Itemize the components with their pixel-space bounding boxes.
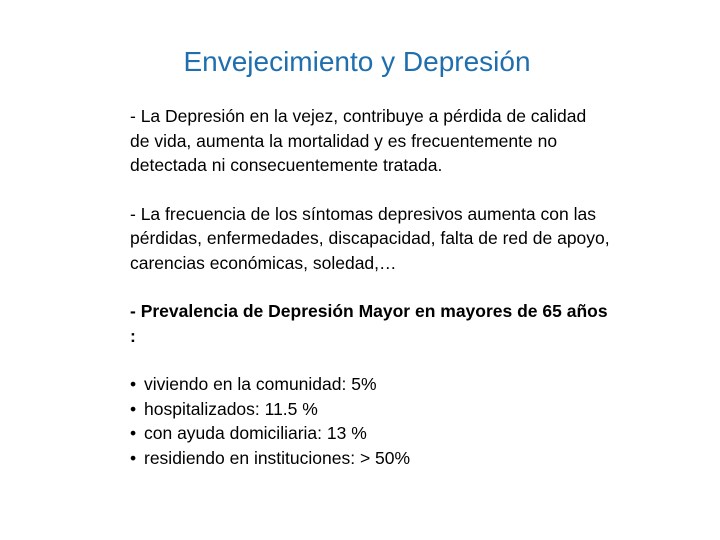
prevalence-list xyxy=(130,372,610,470)
list-item-text: hospitalizados: 11.5 % xyxy=(144,398,318,419)
list-item-text: viviendo en la comunidad: 5% xyxy=(144,374,377,394)
paragraph-depression-impact: - La Depresión en la vejez, contribuye a pérdida de calidad de vida, aumenta la mortalidad y es frecuentemente no detectada ni consecuentemente tratada. xyxy=(130,106,587,175)
paragraph-symptom-frequency: - La frecuencia de los síntomas depresivos aumenta con las pérdidas, enfermedades, discapacidad, falta de red de apoyo, carencias económicas, soledad,… xyxy=(130,203,610,273)
prevalence-heading: - Prevalencia de Depresión Mayor en mayores de 65 años : xyxy=(130,301,608,346)
slide-body xyxy=(130,104,610,470)
slide-title: Envejecimiento y Depresión xyxy=(183,46,531,77)
bullet-icon: • xyxy=(130,398,137,419)
list-item xyxy=(130,397,610,422)
list-item-text: con ayuda domiciliaria: 13 % xyxy=(144,423,367,443)
list-item-text: residiendo en instituciones: > 50% xyxy=(144,447,411,468)
list-item xyxy=(130,446,610,471)
bullet-icon: • xyxy=(130,423,137,443)
bullet-icon: • xyxy=(130,447,137,468)
bullet-icon: • xyxy=(130,374,137,394)
list-item xyxy=(130,421,610,446)
list-item xyxy=(130,372,610,397)
